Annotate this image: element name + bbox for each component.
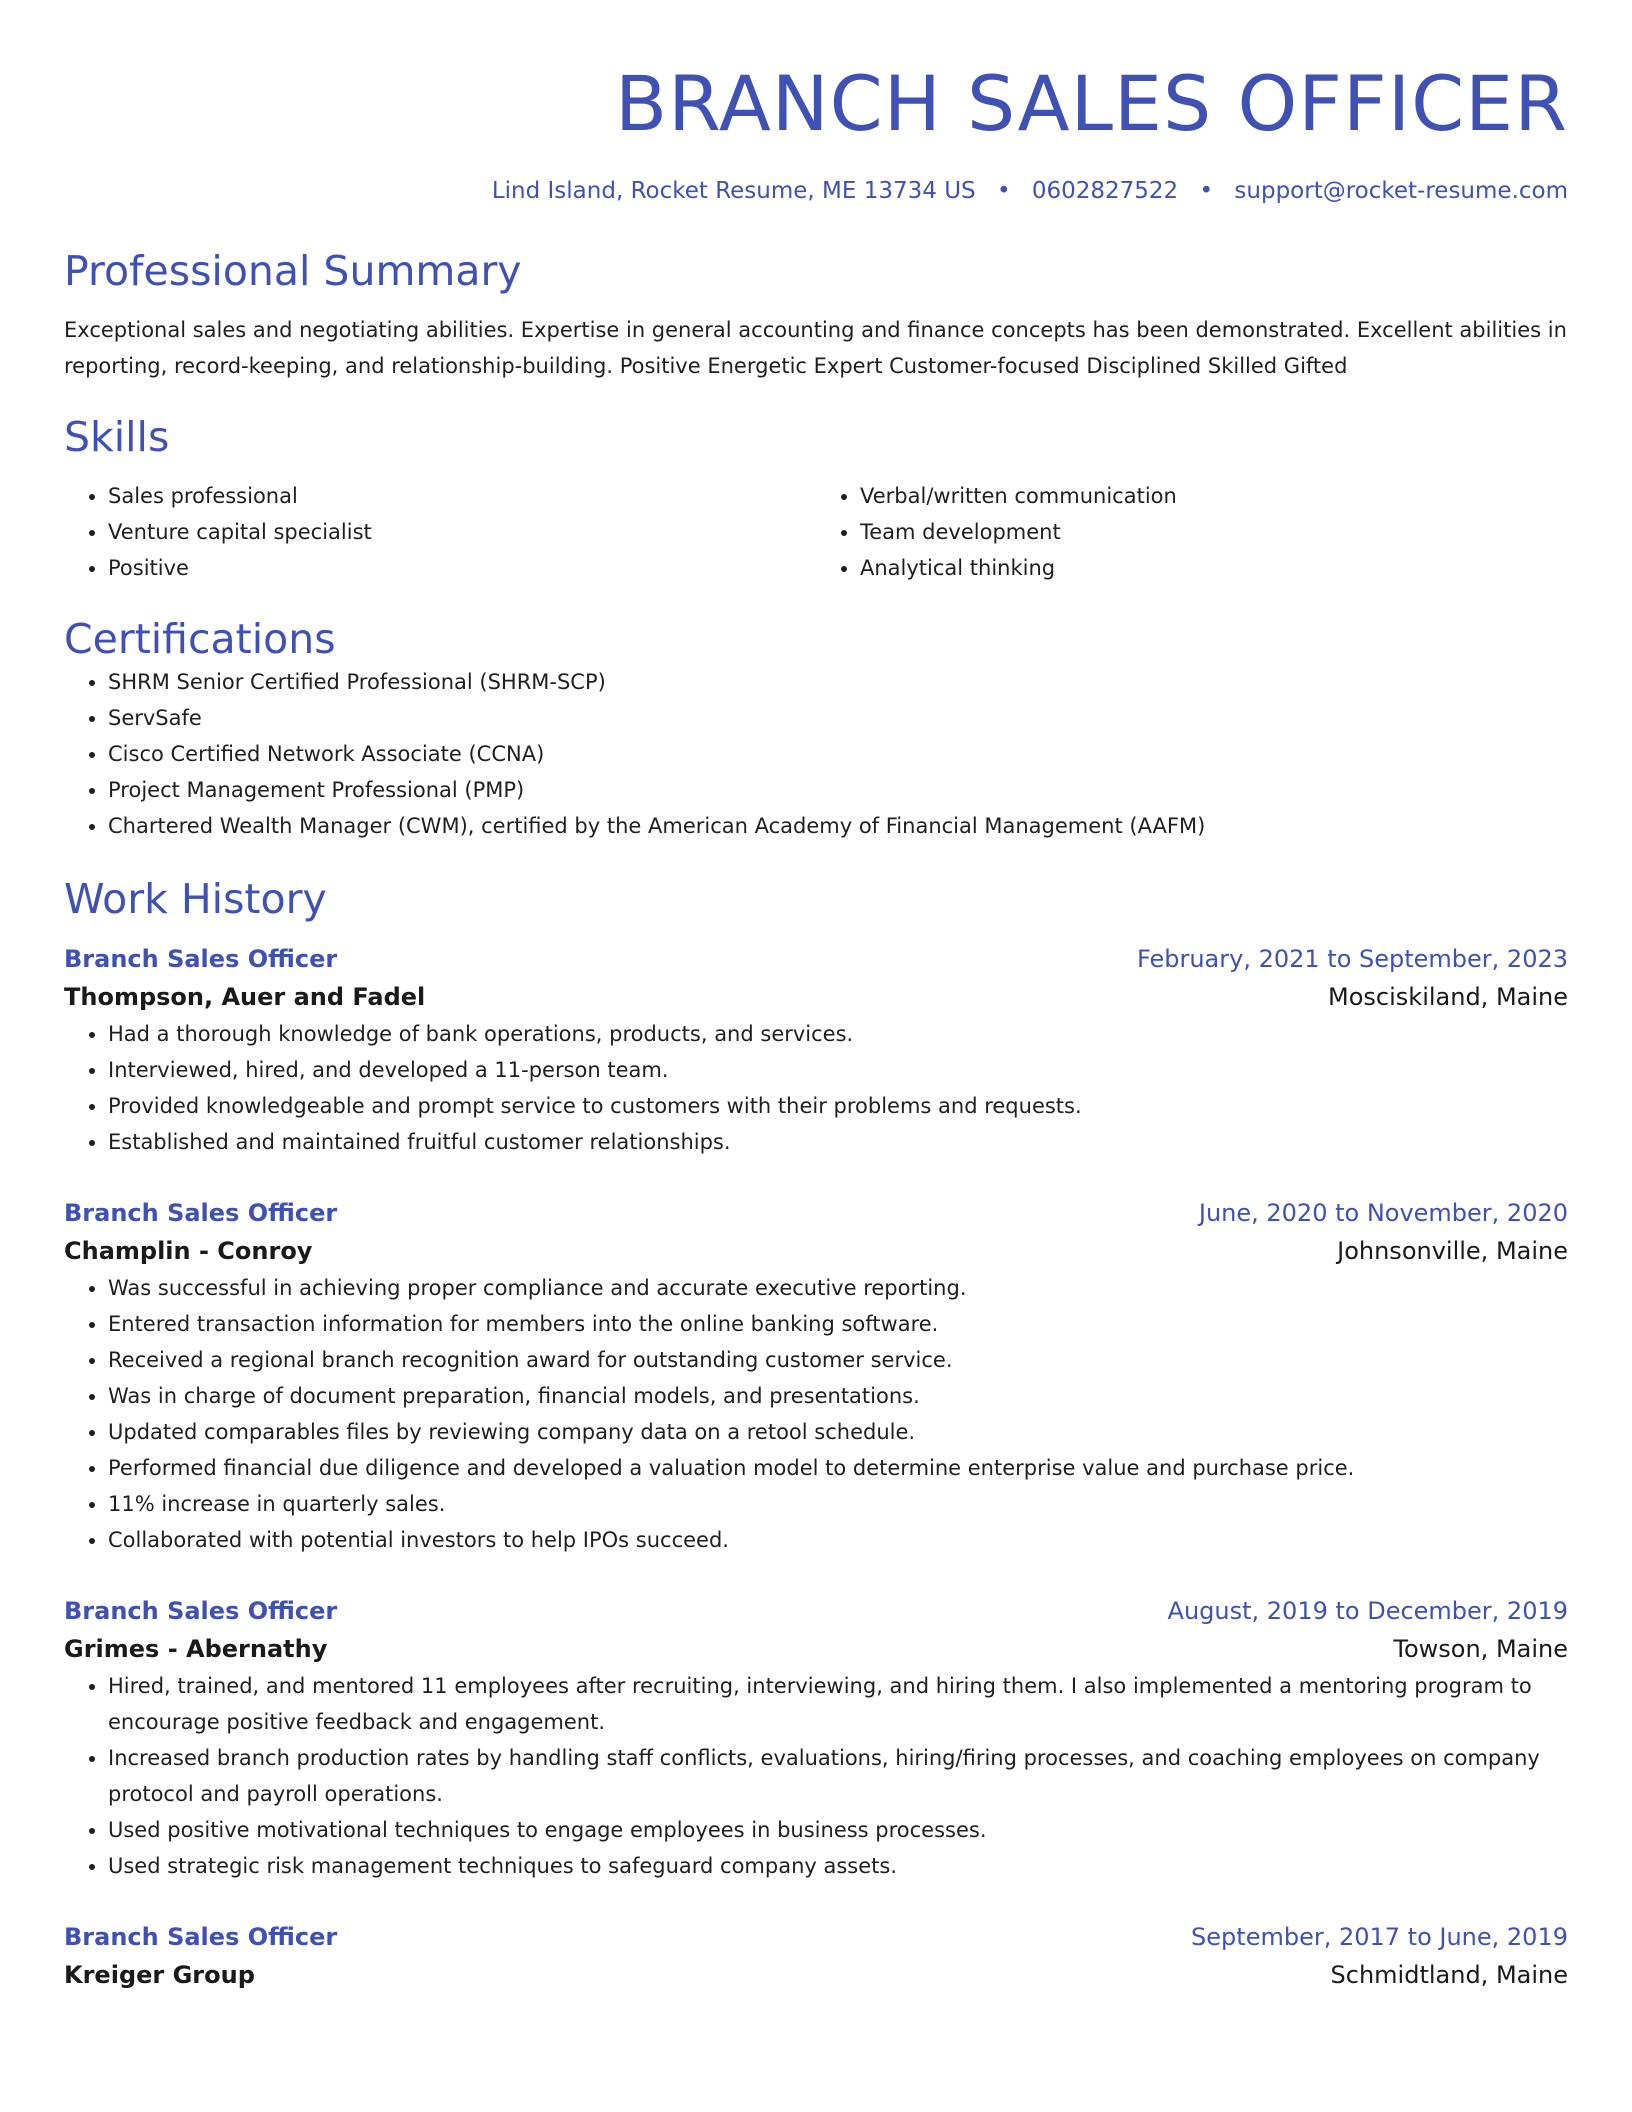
summary-heading: Professional Summary bbox=[64, 247, 522, 295]
job-role: Branch Sales Officer bbox=[64, 1199, 338, 1227]
job-location: Schmidtland, Maine bbox=[1330, 1961, 1568, 1989]
job-bullet: • Used strategic risk management techniques to safeguard company assets. bbox=[108, 1848, 1568, 1884]
skills-list-left bbox=[64, 478, 816, 586]
skills-heading: Skills bbox=[64, 413, 170, 461]
skills-column-left bbox=[64, 478, 816, 586]
job-bullet: • Interviewed, hired, and developed a 11-person team. bbox=[108, 1052, 1568, 1088]
job-company-row bbox=[64, 1956, 1568, 1994]
job-title-row bbox=[64, 940, 1568, 978]
job-title-row bbox=[64, 1918, 1568, 1956]
job-company-row bbox=[64, 1232, 1568, 1270]
job-dates: August, 2019 to December, 2019 bbox=[1167, 1597, 1568, 1625]
job-company-row bbox=[64, 978, 1568, 1016]
job-bullet: • Was in charge of document preparation, financial models, and presentations. bbox=[108, 1378, 1568, 1414]
summary-text: Exceptional sales and negotiating abilities. Expertise in general accounting and finance concepts has been demonstrated. Excellent abilities in reporting, record-keeping, and relationship-building. Positive Energetic Expert Customer-focused Disciplined Skilled Gifted bbox=[64, 318, 1567, 378]
job-role: Branch Sales Officer bbox=[64, 1597, 338, 1625]
job-bullet: • Provided knowledgeable and prompt service to customers with their problems and requests. bbox=[108, 1088, 1568, 1124]
job-entry bbox=[64, 940, 1568, 1160]
certifications-list bbox=[64, 664, 1568, 844]
skill-item: • Team development bbox=[860, 514, 1568, 550]
job-company: Kreiger Group bbox=[64, 1961, 255, 1989]
skill-item: • Sales professional bbox=[108, 478, 816, 514]
job-bullet: • 11% increase in quarterly sales. bbox=[108, 1486, 1568, 1522]
resume-header bbox=[64, 54, 1568, 206]
job-bullet-list bbox=[64, 1016, 1568, 1160]
job-location: Towson, Maine bbox=[1393, 1635, 1568, 1663]
job-company: Champlin - Conroy bbox=[64, 1237, 313, 1265]
job-role: Branch Sales Officer bbox=[64, 1923, 338, 1951]
job-bullet: • Hired, trained, and mentored 11 employees after recruiting, interviewing, and hiring them. I also implemented a mentoring program to encourage positive feedback and engagement. bbox=[108, 1668, 1568, 1740]
job-bullet: • Collaborated with potential investors to help IPOs succeed. bbox=[108, 1522, 1568, 1558]
job-location: Johnsonville, Maine bbox=[1337, 1237, 1568, 1265]
job-title-row bbox=[64, 1194, 1568, 1232]
job-bullet: • Updated comparables files by reviewing company data on a retool schedule. bbox=[108, 1414, 1568, 1450]
skills-grid bbox=[64, 478, 1568, 586]
contact-address: Lind Island, Rocket Resume, ME 13734 US bbox=[491, 178, 976, 204]
skill-item: • Analytical thinking bbox=[860, 550, 1568, 586]
job-company: Thompson, Auer and Fadel bbox=[64, 983, 426, 1011]
job-dates: September, 2017 to June, 2019 bbox=[1191, 1923, 1568, 1951]
candidate-name: BRANCH SALES OFFICER bbox=[614, 59, 1568, 148]
work-history-heading: Work History bbox=[64, 875, 327, 923]
job-bullet: • Was successful in achieving proper compliance and accurate executive reporting. bbox=[108, 1270, 1568, 1306]
job-dates: June, 2020 to November, 2020 bbox=[1198, 1199, 1568, 1227]
job-bullet: • Established and maintained fruitful customer relationships. bbox=[108, 1124, 1568, 1160]
contact-email: support@rocket-resume.com bbox=[1234, 178, 1568, 204]
certification-item: • Project Management Professional (PMP) bbox=[108, 772, 1568, 808]
job-role: Branch Sales Officer bbox=[64, 945, 338, 973]
job-location: Mosciskiland, Maine bbox=[1328, 983, 1568, 1011]
certifications-heading: Certifications bbox=[64, 615, 336, 663]
job-entry bbox=[64, 1194, 1568, 1558]
job-company-row bbox=[64, 1630, 1568, 1668]
certification-item: • Chartered Wealth Manager (CWM), certified by the American Academy of Financial Management (AAFM) bbox=[108, 808, 1568, 844]
job-bullet-list bbox=[64, 1270, 1568, 1558]
contact-separator: • bbox=[1199, 178, 1214, 204]
skill-item: • Verbal/written communication bbox=[860, 478, 1568, 514]
job-bullet: • Performed financial due diligence and developed a valuation model to determine enterprise value and purchase price. bbox=[108, 1450, 1568, 1486]
certification-item: • Cisco Certified Network Associate (CCNA) bbox=[108, 736, 1568, 772]
job-company: Grimes - Abernathy bbox=[64, 1635, 328, 1663]
job-entry bbox=[64, 1918, 1568, 1994]
job-bullet: • Used positive motivational techniques to engage employees in business processes. bbox=[108, 1812, 1568, 1848]
job-bullet: • Entered transaction information for members into the online banking software. bbox=[108, 1306, 1568, 1342]
skill-item: • Positive bbox=[108, 550, 816, 586]
job-entry bbox=[64, 1592, 1568, 1884]
job-dates: February, 2021 to September, 2023 bbox=[1136, 945, 1568, 973]
skill-item: • Venture capital specialist bbox=[108, 514, 816, 550]
job-bullet-list bbox=[64, 1668, 1568, 1884]
contact-phone: 0602827522 bbox=[1031, 178, 1179, 204]
certification-item: • SHRM Senior Certified Professional (SHRM-SCP) bbox=[108, 664, 1568, 700]
contact-line bbox=[64, 176, 1568, 206]
job-bullet: • Increased branch production rates by handling staff conflicts, evaluations, hiring/firing processes, and coaching employees on company protocol and payroll operations. bbox=[108, 1740, 1568, 1812]
certification-item: • ServSafe bbox=[108, 700, 1568, 736]
skills-list-right bbox=[816, 478, 1568, 586]
contact-separator: • bbox=[996, 178, 1011, 204]
job-bullet: • Received a regional branch recognition award for outstanding customer service. bbox=[108, 1342, 1568, 1378]
skills-column-right bbox=[816, 478, 1568, 586]
job-bullet: • Had a thorough knowledge of bank operations, products, and services. bbox=[108, 1016, 1568, 1052]
job-title-row bbox=[64, 1592, 1568, 1630]
